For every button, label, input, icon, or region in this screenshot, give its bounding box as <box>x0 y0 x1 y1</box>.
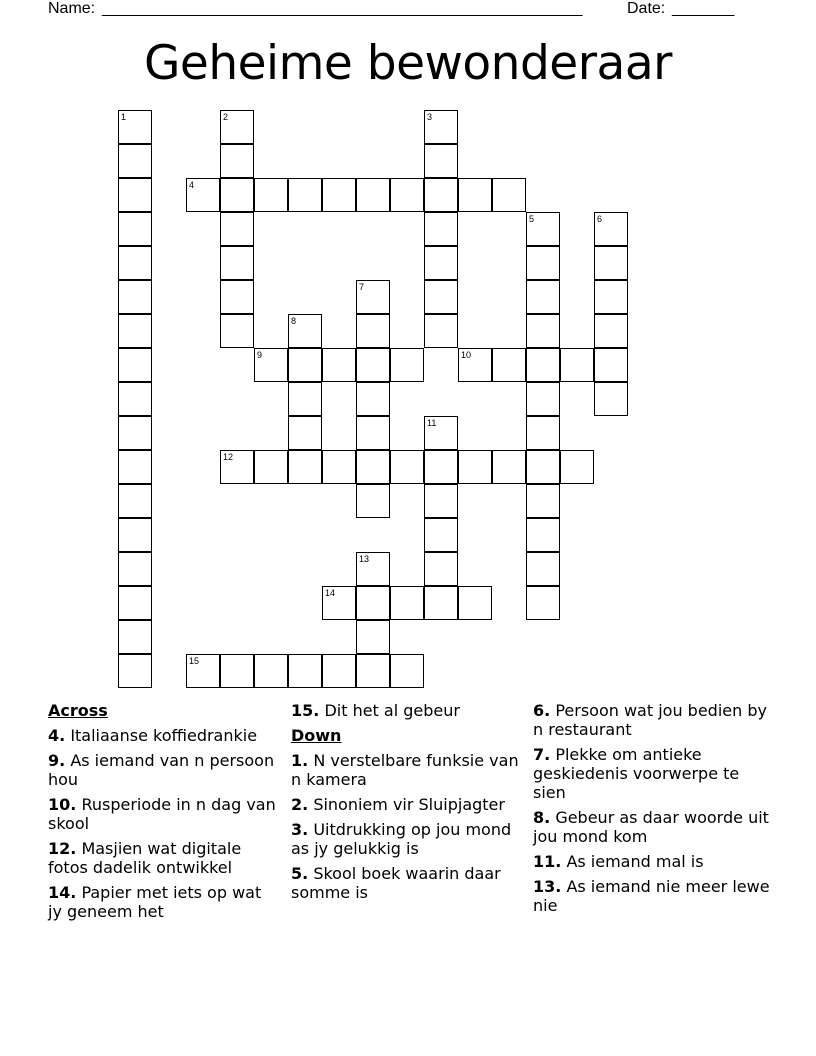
grid-cell[interactable] <box>118 484 152 518</box>
grid-cell[interactable] <box>526 348 560 382</box>
clues-column-1 <box>48 701 280 927</box>
clue-number: 14. <box>48 883 77 902</box>
across-heading: Across <box>48 701 108 720</box>
clue-number: 3. <box>291 820 309 839</box>
cell-number: 2 <box>223 112 229 122</box>
grid-cell[interactable] <box>424 416 458 450</box>
grid-cell[interactable] <box>424 178 458 212</box>
grid-cell[interactable] <box>424 552 458 586</box>
cell-number: 5 <box>529 214 535 224</box>
clue-text: Persoon wat jou bedien by n restaurant <box>533 701 767 739</box>
grid-cell[interactable] <box>594 246 628 280</box>
clue-text: As iemand nie meer lewe nie <box>533 877 770 915</box>
grid-cell[interactable] <box>220 212 254 246</box>
clue-number: 12. <box>48 839 77 858</box>
grid-cell[interactable] <box>118 382 152 416</box>
grid-cell[interactable] <box>594 212 628 246</box>
clue-text: Dit het al gebeur <box>324 701 460 720</box>
grid-cell[interactable] <box>220 654 254 688</box>
across-clue <box>48 883 280 921</box>
clue-number: 1. <box>291 751 309 770</box>
grid-cell[interactable] <box>356 314 390 348</box>
clue-text: Papier met iets op wat jy geneem het <box>48 883 262 921</box>
grid-cell[interactable] <box>356 416 390 450</box>
grid-cell[interactable] <box>118 246 152 280</box>
clue-number: 7. <box>533 745 551 764</box>
grid-cell[interactable] <box>118 450 152 484</box>
grid-cell[interactable] <box>288 314 322 348</box>
grid-cell[interactable] <box>220 280 254 314</box>
grid-cell[interactable] <box>526 246 560 280</box>
cell-number: 10 <box>461 350 472 360</box>
clue-text: Rusperiode in n dag van skool <box>48 795 276 833</box>
cell-number: 1 <box>121 112 127 122</box>
grid-cell[interactable] <box>390 348 424 382</box>
grid-cell[interactable] <box>356 348 390 382</box>
grid-cell[interactable] <box>118 518 152 552</box>
clue-text: Italiaanse koffiedrankie <box>70 726 258 745</box>
clue-number: 13. <box>533 877 562 896</box>
cell-number: 3 <box>427 112 433 122</box>
clue-number: 11. <box>533 852 562 871</box>
grid-cell[interactable] <box>220 314 254 348</box>
grid-cell[interactable] <box>594 348 628 382</box>
grid-cell[interactable] <box>594 314 628 348</box>
clue-text: As iemand mal is <box>566 852 704 871</box>
grid-cell[interactable] <box>458 348 492 382</box>
date-label: Date: <box>627 0 666 17</box>
name-label: Name: <box>48 0 96 17</box>
grid-cell[interactable] <box>526 314 560 348</box>
grid-cell[interactable] <box>356 450 390 484</box>
grid-cell[interactable] <box>288 348 322 382</box>
grid-cell[interactable] <box>220 144 254 178</box>
cell-number: 8 <box>291 316 297 326</box>
grid-cell[interactable] <box>526 552 560 586</box>
clue-text: Plekke om antieke geskiedenis voorwerpe te sien <box>533 745 740 802</box>
clue-number: 5. <box>291 864 309 883</box>
grid-cell[interactable] <box>492 450 526 484</box>
cell-number: 4 <box>189 180 195 190</box>
down-heading: Down <box>291 726 342 745</box>
across-clue <box>48 839 280 877</box>
date-field[interactable]: _______ <box>672 0 735 17</box>
grid-cell[interactable] <box>220 178 254 212</box>
grid-cell[interactable] <box>594 280 628 314</box>
grid-cell[interactable] <box>118 654 152 688</box>
grid-cell[interactable] <box>322 654 356 688</box>
grid-cell[interactable] <box>356 280 390 314</box>
grid-cell[interactable] <box>118 552 152 586</box>
across-clue <box>291 701 523 720</box>
cell-number: 9 <box>257 350 263 360</box>
grid-cell[interactable] <box>118 416 152 450</box>
grid-cell[interactable] <box>424 314 458 348</box>
grid-cell[interactable] <box>560 348 594 382</box>
grid-cell[interactable] <box>424 144 458 178</box>
down-clue <box>291 751 523 789</box>
grid-cell[interactable] <box>424 450 458 484</box>
grid-cell[interactable] <box>186 654 220 688</box>
grid-cell[interactable] <box>424 518 458 552</box>
grid-cell[interactable] <box>526 212 560 246</box>
clue-number: 2. <box>291 795 309 814</box>
cell-number: 7 <box>359 282 365 292</box>
grid-cell[interactable] <box>118 620 152 654</box>
down-clue <box>533 877 773 915</box>
cell-number: 15 <box>189 656 200 666</box>
across-clue <box>48 751 280 789</box>
grid-cell[interactable] <box>526 382 560 416</box>
grid-cell[interactable] <box>118 212 152 246</box>
grid-cell[interactable] <box>254 654 288 688</box>
cell-number: 11 <box>427 418 437 428</box>
grid-cell[interactable] <box>390 654 424 688</box>
grid-cell[interactable] <box>118 348 152 382</box>
clue-text: Sinoniem vir Sluipjagter <box>313 795 505 814</box>
grid-cell[interactable] <box>356 654 390 688</box>
grid-cell[interactable] <box>254 450 288 484</box>
grid-cell[interactable] <box>118 280 152 314</box>
grid-cell[interactable] <box>254 348 288 382</box>
grid-cell[interactable] <box>322 450 356 484</box>
down-clue <box>533 745 773 802</box>
grid-cell[interactable] <box>356 586 390 620</box>
cell-number: 6 <box>597 214 603 224</box>
clue-number: 9. <box>48 751 66 770</box>
grid-cell[interactable] <box>526 484 560 518</box>
grid-cell[interactable] <box>594 382 628 416</box>
grid-cell[interactable] <box>356 178 390 212</box>
grid-cell[interactable] <box>458 450 492 484</box>
grid-cell[interactable] <box>424 246 458 280</box>
puzzle-title: Geheime bewonderaar <box>144 36 672 91</box>
cell-number: 13 <box>359 554 370 564</box>
clue-text: As iemand van n persoon hou <box>48 751 275 789</box>
grid-cell[interactable] <box>526 450 560 484</box>
grid-cell[interactable] <box>322 586 356 620</box>
grid-cell[interactable] <box>424 212 458 246</box>
grid-cell[interactable] <box>118 110 152 144</box>
name-field[interactable]: ______________________________________________________ <box>102 0 583 17</box>
clue-text: Masjien wat digitale fotos dadelik ontwikkel <box>48 839 242 877</box>
down-clue <box>533 808 773 846</box>
grid-cell[interactable] <box>526 518 560 552</box>
grid-cell[interactable] <box>322 348 356 382</box>
grid-cell[interactable] <box>288 416 322 450</box>
grid-cell[interactable] <box>118 314 152 348</box>
cell-number: 14 <box>325 588 336 598</box>
grid-cell[interactable] <box>356 620 390 654</box>
down-clue <box>533 701 773 739</box>
grid-cell[interactable] <box>492 178 526 212</box>
grid-cell[interactable] <box>288 654 322 688</box>
clue-number: 15. <box>291 701 320 720</box>
down-clue <box>533 852 773 871</box>
grid-cell[interactable] <box>322 178 356 212</box>
grid-cell[interactable] <box>288 178 322 212</box>
grid-cell[interactable] <box>356 484 390 518</box>
grid-cell[interactable] <box>458 586 492 620</box>
grid-cell[interactable] <box>220 246 254 280</box>
clue-text: Gebeur as daar woorde uit jou mond kom <box>533 808 769 846</box>
grid-cell[interactable] <box>220 110 254 144</box>
clue-number: 6. <box>533 701 551 720</box>
grid-cell[interactable] <box>118 178 152 212</box>
grid-cell[interactable] <box>356 552 390 586</box>
grid-cell[interactable] <box>118 144 152 178</box>
grid-cell[interactable] <box>424 484 458 518</box>
grid-cell[interactable] <box>288 382 322 416</box>
across-clue <box>48 726 280 745</box>
grid-cell[interactable] <box>220 450 254 484</box>
grid-cell[interactable] <box>526 416 560 450</box>
grid-cell[interactable] <box>390 178 424 212</box>
grid-cell[interactable] <box>390 586 424 620</box>
grid-cell[interactable] <box>560 450 594 484</box>
grid-cell[interactable] <box>526 280 560 314</box>
clue-text: N verstelbare funksie van n kamera <box>291 751 519 789</box>
clue-text: Uitdrukking op jou mond as jy gelukkig is <box>291 820 512 858</box>
grid-cell[interactable] <box>424 586 458 620</box>
grid-cell[interactable] <box>424 110 458 144</box>
clues-column-2 <box>291 701 523 908</box>
cell-number: 12 <box>223 452 234 462</box>
grid-cell[interactable] <box>526 586 560 620</box>
clue-number: 8. <box>533 808 551 827</box>
down-clue <box>291 795 523 814</box>
grid-cell[interactable] <box>118 586 152 620</box>
grid-cell[interactable] <box>390 450 424 484</box>
grid-cell[interactable] <box>288 450 322 484</box>
clue-number: 10. <box>48 795 77 814</box>
grid-cell[interactable] <box>186 178 220 212</box>
grid-cell[interactable] <box>492 348 526 382</box>
clue-number: 4. <box>48 726 66 745</box>
clue-text: Skool boek waarin daar somme is <box>291 864 501 902</box>
across-clue <box>48 795 280 833</box>
grid-cell[interactable] <box>356 382 390 416</box>
grid-cell[interactable] <box>254 178 288 212</box>
grid-cell[interactable] <box>424 280 458 314</box>
down-clue <box>291 864 523 902</box>
grid-cell[interactable] <box>458 178 492 212</box>
down-clue <box>291 820 523 858</box>
clues-column-3 <box>533 701 773 921</box>
